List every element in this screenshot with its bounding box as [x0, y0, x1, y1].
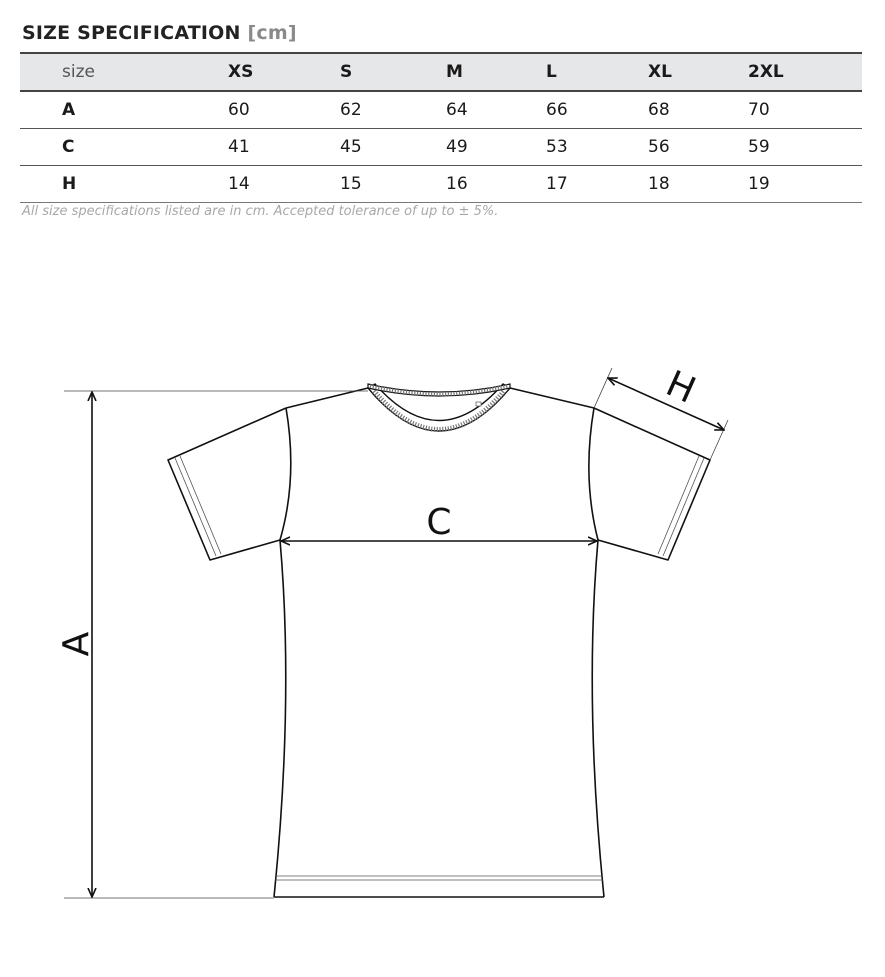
table-cell: 59 [748, 137, 770, 157]
table-cell: 53 [546, 137, 568, 157]
dimension-label-c: C [426, 502, 452, 543]
header-cell-s: S [340, 62, 353, 82]
row-label: A [62, 100, 76, 120]
dimension-label-h: H [659, 363, 702, 412]
dimension-a [56, 391, 368, 898]
table-cell: 45 [340, 137, 362, 157]
tshirt-outline [168, 388, 710, 897]
row-label: C [62, 137, 75, 157]
table-cell: 66 [546, 100, 568, 120]
dimension-c [281, 502, 597, 543]
title-unit: [cm] [247, 22, 297, 44]
header-cell-xl: XL [648, 62, 672, 82]
table-cell: 68 [648, 100, 670, 120]
title-text: SIZE SPECIFICATION [22, 22, 241, 44]
table-cell: 15 [340, 174, 362, 194]
table-cell: 49 [446, 137, 468, 157]
dimension-label-a: A [56, 631, 97, 657]
table-cell: 60 [228, 100, 250, 120]
header-cell-size: size [62, 62, 95, 82]
header-cell-l: L [546, 62, 557, 82]
table-cell: 16 [446, 174, 468, 194]
header-cell-xs: XS [228, 62, 254, 82]
header-cell-m: M [446, 62, 463, 82]
row-label: H [62, 174, 77, 194]
collar-ribbing [368, 384, 510, 431]
table-cell: 17 [546, 174, 568, 194]
tolerance-note: All size specifications listed are in cm. Accepted tolerance of up to ± 5%. [22, 204, 499, 219]
table-cell: 64 [446, 100, 468, 120]
table-cell: 18 [648, 174, 670, 194]
table-cell: 70 [748, 100, 770, 120]
dimension-h [594, 363, 728, 460]
table-cell: 56 [648, 137, 670, 157]
table-cell: 19 [748, 174, 770, 194]
table-cell: 41 [228, 137, 250, 157]
table-cell: 62 [340, 100, 362, 120]
table-cell: 14 [228, 174, 250, 194]
header-cell-2xl: 2XL [748, 62, 784, 82]
